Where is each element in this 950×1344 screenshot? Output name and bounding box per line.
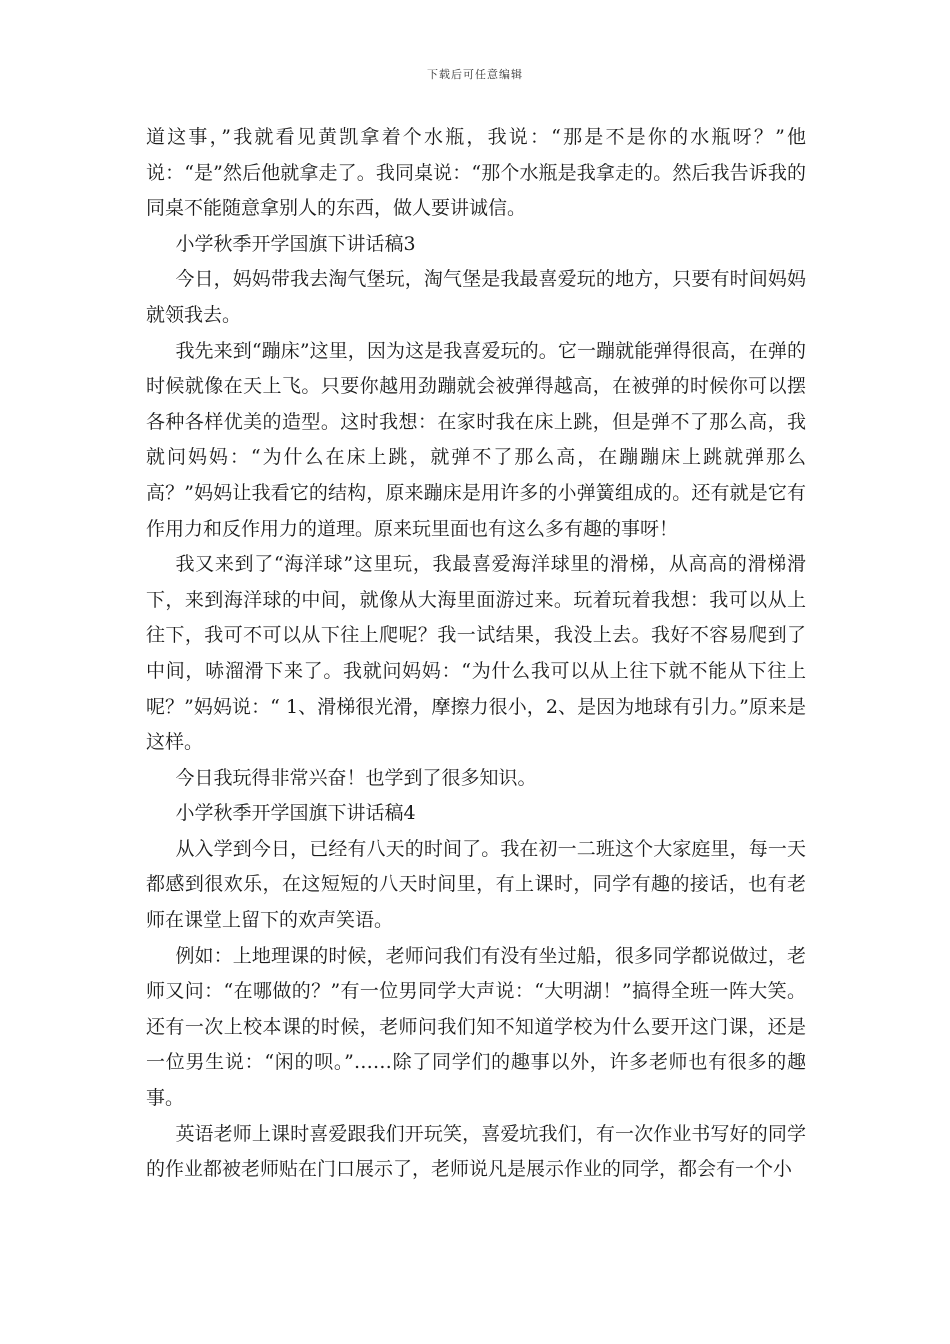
paragraph: 例如：上地理课的时候，老师问我们有没有坐过船，很多同学都说做过，老师又问：“在哪做的？”有一位男同学大声说：“大明湖！”搞得全班一阵大笑。还有一次上校本课的时候，老师问我们知不知道学校为什么要开这门课，还是一位男生说：“闲的呗。”……除了同学们的趣事以外，许多老师也有很多的趣事。 <box>146 944 806 1110</box>
paragraph: 今日我玩得非常兴奋！也学到了很多知识。 <box>175 766 537 789</box>
page-header: 下载后可任意编辑 <box>427 68 523 81</box>
document-body <box>146 120 806 1188</box>
paragraph: 今日，妈妈带我去淘气堡玩，淘气堡是我最喜爱玩的地方，只要有时间妈妈就领我去。 <box>146 268 806 326</box>
paragraph: 我先来到“蹦床”这里，因为这是我喜爱玩的。它一蹦就能弹得很高，在弹的时候就像在天上飞。只要你越用劲蹦就会被弹得越高，在被弹的时候你可以摆各种各样优美的造型。这时我想：在家时我在床上跳，但是弹不了那么高，我就问妈妈：“为什么在床上跳，就弹不了那么高，在蹦蹦床上跳就弹那么高？”妈妈让我看它的结构，原来蹦床是用许多的小弹簧组成的。还有就是它有作用力和反作用力的道理。原来玩里面也有这么多有趣的事呀！ <box>146 339 806 540</box>
section-heading-4: 小学秋季开学国旗下讲话稿4 <box>175 802 416 825</box>
paragraph-continued: 道这事，”我就看见黄凯拿着个水瓶，我说：“那是不是你的水瓶呀？”他说：“是”然后他就拿走了。我同桌说：“那个水瓶是我拿走的。然后我告诉我的同桌不能随意拿别人的东西，做人要讲诚信。 <box>146 126 806 220</box>
paragraph: 我又来到了“海洋球”这里玩，我最喜爱海洋球里的滑梯，从高高的滑梯滑下，来到海洋球的中间，就像从大海里面游过来。玩着玩着我想：我可以从上往下，我可不可以从下往上爬呢？我一试结果，我没上去。我好不容易爬到了中间，哧溜滑下来了。我就问妈妈：“为什么我可以从上往下就不能从下往上呢？”妈妈说：“ 1、滑梯很光滑，摩擦力很小，2、是因为地球有引力。”原来是这样。 <box>146 553 806 754</box>
paragraph: 英语老师上课时喜爱跟我们开玩笑，喜爱坑我们，有一次作业书写好的同学的作业都被老师贴在门口展示了，老师说凡是展示作业的同学，都会有一个小 <box>146 1122 806 1181</box>
section-heading-3: 小学秋季开学国旗下讲话稿3 <box>175 232 416 255</box>
paragraph: 从入学到今日，已经有八天的时间了。我在初一二班这个大家庭里，每一天都感到很欢乐，在这短短的八天时间里，有上课时，同学有趣的接话，也有老师在课堂上留下的欢声笑语。 <box>146 837 806 932</box>
